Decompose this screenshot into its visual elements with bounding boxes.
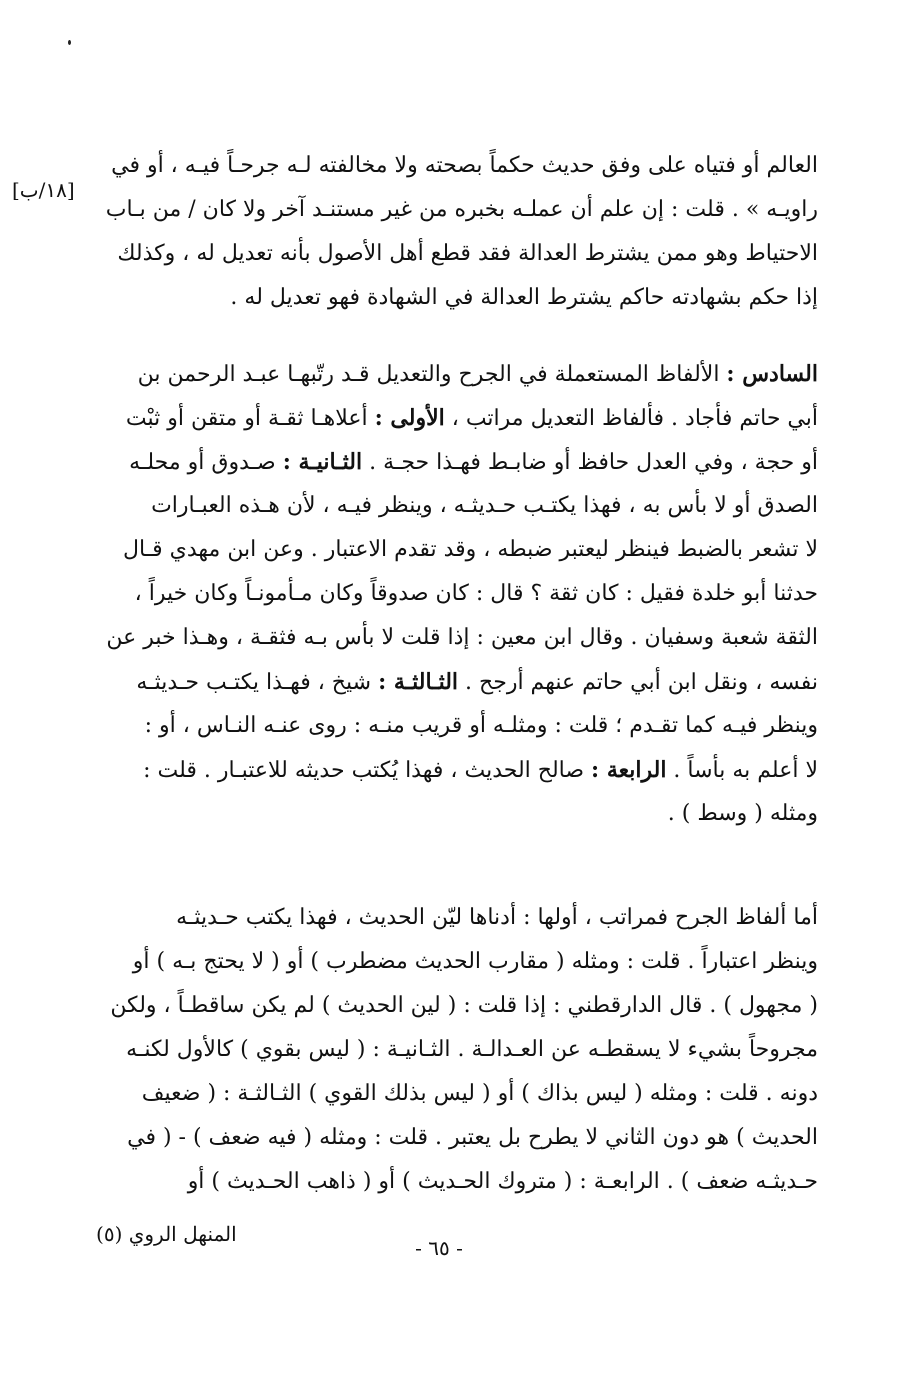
paragraph-2-line: الصدق أو لا بأس به ، فهذا يكتـب حـديثـه ، وينظر فيـه ، لأن هـذه العبـارات xyxy=(151,493,818,518)
paragraph-2-line xyxy=(106,396,818,440)
line-text: أو حجة ، وفي العدل حافظ أو ضابـط فهـذا حجـة . xyxy=(362,450,818,475)
line-text: أعلاهـا ثقـة أو متقن أو ثبْت xyxy=(125,406,375,431)
paragraph-2-line: ومثله ( وسط ) . xyxy=(667,801,818,826)
paragraph-2-line: الثقة شعبة وسفيان . وقال ابن معين : إذا قلت لا بأس بـه فثقـة ، وهـذا خبر عن xyxy=(106,625,818,650)
line-text: صـدوق أو محلـه xyxy=(129,450,283,475)
line-text: لا أعلم به بأساً . xyxy=(666,758,818,783)
rank-heading-second: الثـانيـة : xyxy=(282,449,363,475)
paragraph-1-line: الاحتياط وهو ممن يشترط العدالة فقد قطع أهل الأصول بأنه تعديل له ، وكذلك xyxy=(117,241,818,266)
paragraph-3-line: حـديثـه ضعف ) . الرابعـة : ( متروك الحـديث ) أو ( ذاهب الحـديث ) أو xyxy=(187,1169,818,1194)
paragraph-3-line: مجروحاً بشيء لا يسقطـه عن العـدالـة . الثـانيـة : ( ليس بقوي ) كالأول لكنـه xyxy=(126,1037,818,1062)
rank-heading-third: الثـالثـة : xyxy=(378,669,459,695)
paragraph-2-line: حدثنا أبو خلدة فقيل : كان ثقة ؟ قال : كان صدوقاً وكان مـأمونـاً وكان خيراً ، xyxy=(134,581,818,606)
page-number: - ٦٥ - xyxy=(415,1236,463,1260)
paragraph-2-line xyxy=(106,748,818,792)
paragraph-3-line: أما ألفاظ الجرح فمراتب ، أولها : أدناها ليّن الحديث ، فهذا يكتب حـديثـه xyxy=(176,905,818,930)
paragraph-1-line: العالم أو فتياه على وفق حديث حكماً بصحته ولا مخالفته لـه جرحـاً فيـه ، أو في xyxy=(111,153,818,178)
paragraph-1-line: راويـه » . قلت : إن علم أن عملـه بخبره من غير مستنـد آخر ولا كان / من بـاب xyxy=(106,197,818,222)
paragraph-3-line: دونه . قلت : ومثله ( ليس بذاك ) أو ( ليس بذلك القوي ) الثـالثـة : ( ضعيف xyxy=(141,1081,818,1106)
paragraph-2-line: لا تشعر بالضبط فينظر ليعتبر ضبطه ، وقد تقدم الاعتبار . وعن ابن مهدي قـال xyxy=(122,537,818,562)
rank-heading-fourth: الرابعة : xyxy=(591,757,667,783)
paragraph-2-line xyxy=(106,440,818,484)
line-text: نفسه ، ونقل ابن أبي حاتم عنهم أرجح . xyxy=(458,670,818,695)
paragraph-2-line xyxy=(106,352,818,396)
running-footer-title: المنهل الروي (٥) xyxy=(96,1222,237,1246)
line-text: الألفاظ المستعملة في الجرح والتعديل قـد رتّبهـا عبـد الرحمن بن xyxy=(137,362,727,387)
paragraph-3-line: وينظر اعتباراً . قلت : ومثله ( مقارب الحديث مضطرب ) أو ( لا يحتج بـه ) أو xyxy=(132,949,818,974)
manuscript-folio-note: [١٨/ب] xyxy=(12,178,75,202)
paragraph-1-line: إذا حكم بشهادته حاكم يشترط العدالة في الشهادة فهو تعديل له . xyxy=(230,285,818,310)
paragraph-1 xyxy=(106,144,818,320)
page-speck xyxy=(68,40,71,45)
paragraph-2-line: وينظر فيـه كما تقـدم ؛ قلت : ومثلـه أو قريب منـه : روى عنـه النـاس ، أو : xyxy=(144,713,818,738)
line-text: صالح الحديث ، فهذا يُكتب حديثه للاعتبـار . قلت : xyxy=(143,758,592,783)
rank-heading-first: الأولى : xyxy=(374,405,445,431)
paragraph-3-line: الحديث ) هو دون الثاني لا يطرح بل يعتبر . قلت : ومثله ( فيه ضعف ) - ( في xyxy=(127,1125,818,1150)
paragraph-3-line: ( مجهول ) . قال الدارقطني : إذا قلت : ( لين الحديث ) لم يكن ساقطـاً ، ولكن xyxy=(110,993,818,1018)
line-text: شيخ ، فهـذا يكتـب حـديثـه xyxy=(136,670,379,695)
paragraph-2-line xyxy=(106,660,818,704)
line-text: أبي حاتم فأجاد . فألفاظ التعديل مراتب ، xyxy=(444,406,818,431)
paragraph-3 xyxy=(106,896,818,1204)
section-heading-sixth: السادس : xyxy=(726,361,818,387)
paragraph-2 xyxy=(106,352,818,836)
